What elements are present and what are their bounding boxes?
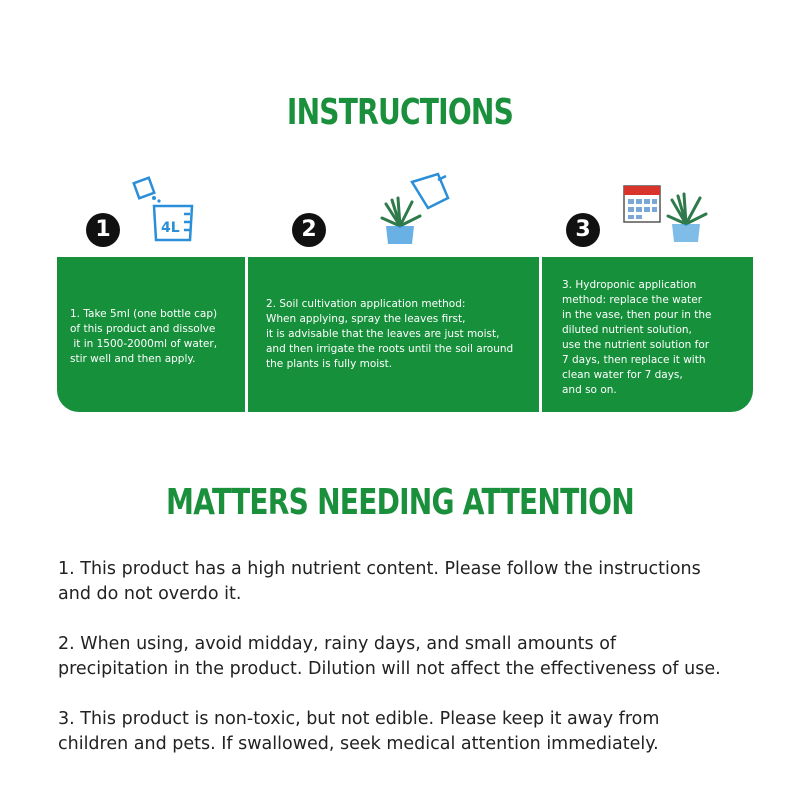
step-1-line: stir well and then apply. [70, 353, 196, 365]
step-3-number: 3 [566, 213, 600, 247]
plant-watering-icon [376, 170, 458, 250]
attention-line: 2. When using, avoid midday, rainy days, and small amounts of [58, 634, 617, 654]
step-3-line: diluted nutrient solution, [562, 324, 692, 336]
step-1-line: of this product and dissolve [70, 323, 216, 335]
attention-line: and do not overdo it. [58, 584, 242, 604]
attention-list [58, 557, 788, 782]
step-2-line: When applying, spray the leaves first, [266, 313, 466, 325]
step-2-number: 2 [292, 213, 326, 247]
step-1-line: it in 1500-2000ml of water, [70, 338, 218, 350]
step-3-line: method: replace the water [562, 294, 703, 306]
step-1-number: 1 [86, 213, 120, 247]
volume-label: 4L [161, 220, 180, 236]
step-3-panel [542, 257, 753, 412]
step-3-line: clean water for 7 days, [562, 369, 683, 381]
step-2-panel [248, 257, 539, 412]
step-3-line: use the nutrient solution for [562, 339, 710, 351]
step-3-line: 7 days, then replace it with [562, 354, 706, 366]
step-1-panel [57, 257, 245, 412]
step-3-line: 3. Hydroponic application [562, 279, 697, 291]
attention-item-1 [58, 557, 788, 607]
step-1-line: 1. Take 5ml (one bottle cap) [70, 308, 218, 320]
measuring-cup-icon [132, 176, 202, 246]
attention-line: children and pets. If swallowed, seek medical attention immediately. [58, 734, 659, 754]
step-3-line: in the vase, then pour in the [562, 309, 712, 321]
step-2-line: the plants is fully moist. [266, 358, 393, 370]
instructions-title: INSTRUCTIONS [286, 92, 514, 133]
step-2-line: it is advisable that the leaves are just moist, [266, 328, 500, 340]
attention-item-2 [58, 632, 788, 682]
attention-title: MATTERS NEEDING ATTENTION [166, 482, 634, 523]
attention-line: 1. This product has a high nutrient content. Please follow the instructions [58, 559, 701, 579]
calendar-plant-icon [620, 180, 712, 246]
step-2-line: 2. Soil cultivation application method: [266, 298, 466, 310]
step-2-line: and then irrigate the roots until the soil around [266, 343, 514, 355]
step-3-line: and so on. [562, 384, 617, 396]
attention-item-3 [58, 707, 788, 757]
attention-line: 3. This product is non-toxic, but not edible. Please keep it away from [58, 709, 660, 729]
attention-line: precipitation in the product. Dilution will not affect the effectiveness of use. [58, 659, 721, 679]
